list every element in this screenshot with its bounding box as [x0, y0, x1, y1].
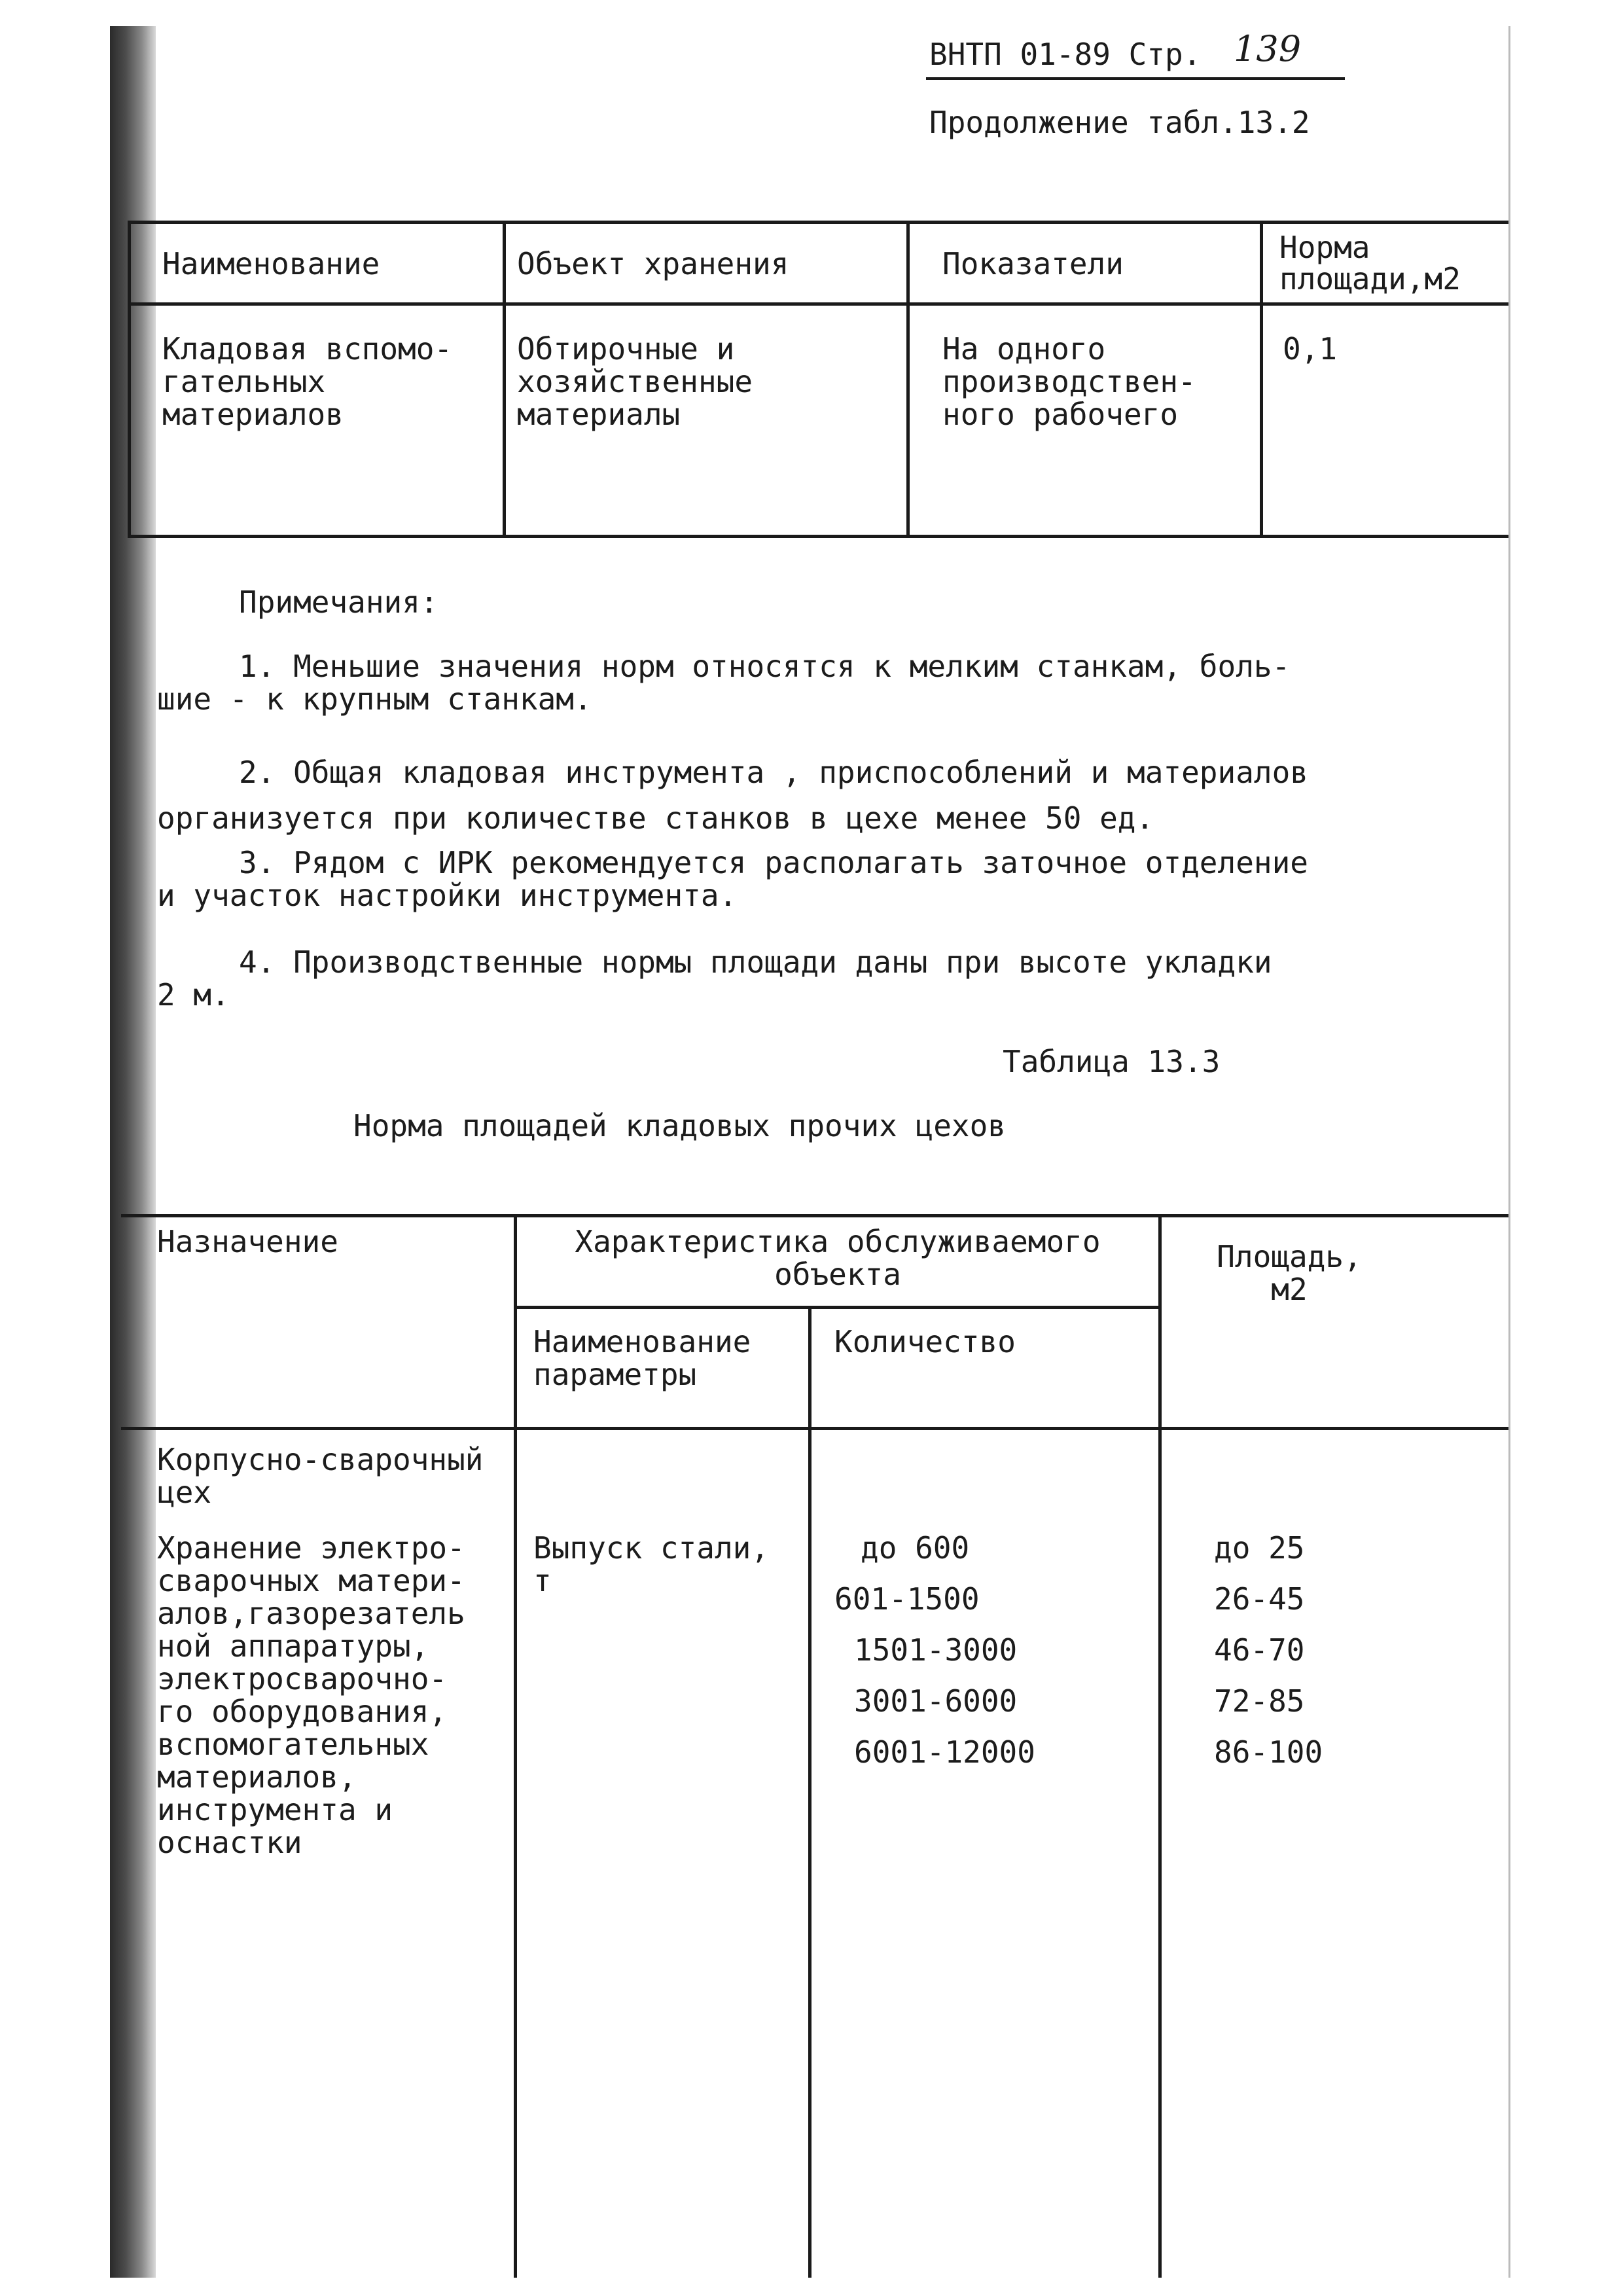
table-13-3-title: Норма площадей кладовых прочих цехов	[353, 1108, 1006, 1143]
table1-col-divider-2	[906, 221, 910, 538]
table1-col-left	[128, 221, 131, 538]
header-underline	[926, 77, 1345, 80]
table2-header-divider	[121, 1427, 1508, 1430]
table1-header-norm: Норма площади,м2	[1279, 230, 1461, 296]
table2-area-4: 72-85	[1214, 1683, 1305, 1719]
scan-shadow-edge	[110, 26, 156, 2278]
table2-parameter: Выпуск стали, т	[533, 1530, 770, 1598]
table1-header-object: Объект хранения	[517, 246, 789, 281]
table2-col-divider-1	[514, 1214, 517, 2278]
notes-title: Примечания:	[239, 584, 438, 620]
note-item-1: 1. Меньшие значения норм относятся к мелким станкам, боль- шие - к крупным станкам.	[157, 649, 1291, 717]
table1-top-border	[128, 221, 1508, 224]
table2-col-divider-2	[808, 1306, 812, 2278]
page-number: 139	[1234, 28, 1302, 69]
table1-cell-name: Кладовая вспомо- гательных материалов	[162, 331, 453, 432]
table1-header-name: Наименование	[162, 246, 380, 281]
table2-header-characteristic: Характеристика обслуживаемого объекта	[575, 1224, 1101, 1292]
table2-header-area: Площадь, м2	[1217, 1239, 1362, 1307]
table1-cell-object: Обтирочные и хозяйственные материалы	[517, 331, 753, 432]
table2-purpose-text: Хранение электро- сварочных матери- алов,газорезатель ной аппаратуры, электросварочно- го оборудования, вспомогательных материалов, инструмента и оснастки	[157, 1530, 465, 1860]
table2-quantity-3: 1501-3000	[854, 1632, 1018, 1668]
table1-cell-indicator: На одного производствен- ного рабочего	[942, 331, 1196, 432]
table2-header-quantity: Количество	[834, 1324, 1016, 1359]
table2-section-title: Корпусно-сварочный цех	[157, 1442, 484, 1510]
table2-quantity-4: 3001-6000	[854, 1683, 1018, 1719]
table1-header-divider	[128, 302, 1508, 306]
table1-cell-norm: 0,1	[1283, 331, 1338, 367]
table2-area-2: 26-45	[1214, 1581, 1305, 1617]
table2-header-param-name: Наименование параметры	[533, 1324, 751, 1392]
scan-right-edge	[1508, 26, 1510, 2278]
table-continuation-label: Продолжение табл.13.2	[929, 105, 1310, 140]
table1-col-divider-1	[503, 221, 506, 538]
table2-area-5: 86-100	[1214, 1734, 1323, 1770]
table1-col-divider-3	[1260, 221, 1263, 538]
table2-quantity-2: 601-1500	[834, 1581, 980, 1617]
table2-area-3: 46-70	[1214, 1632, 1305, 1668]
note-item-2: 2. Общая кладовая инструмента , приспособлений и материалов организуется при количестве станков в цехе менее 50 ед.	[157, 755, 1308, 836]
document-code: ВНТП 01-89 Стр.	[929, 37, 1202, 72]
table2-quantity-1: до 600	[861, 1530, 970, 1566]
table2-quantity-5: 6001-12000	[854, 1734, 1035, 1770]
note-item-3: 3. Рядом с ИРК рекомендуется располагать заточное отделение и участок настройки инструмента.	[157, 845, 1308, 913]
table1-bottom-border	[128, 535, 1508, 538]
table2-area-1: до 25	[1214, 1530, 1305, 1566]
table2-header-purpose: Назначение	[157, 1224, 338, 1259]
table2-col-divider-3	[1158, 1214, 1162, 2278]
table2-subheader-divider	[514, 1306, 1158, 1309]
table-13-3-label: Таблица 13.3	[1003, 1044, 1221, 1079]
table1-header-indicator: Показатели	[942, 246, 1124, 281]
table2-top-border	[121, 1214, 1508, 1217]
note-item-4: 4. Производственные нормы площади даны при высоте укладки 2 м.	[157, 944, 1272, 1013]
